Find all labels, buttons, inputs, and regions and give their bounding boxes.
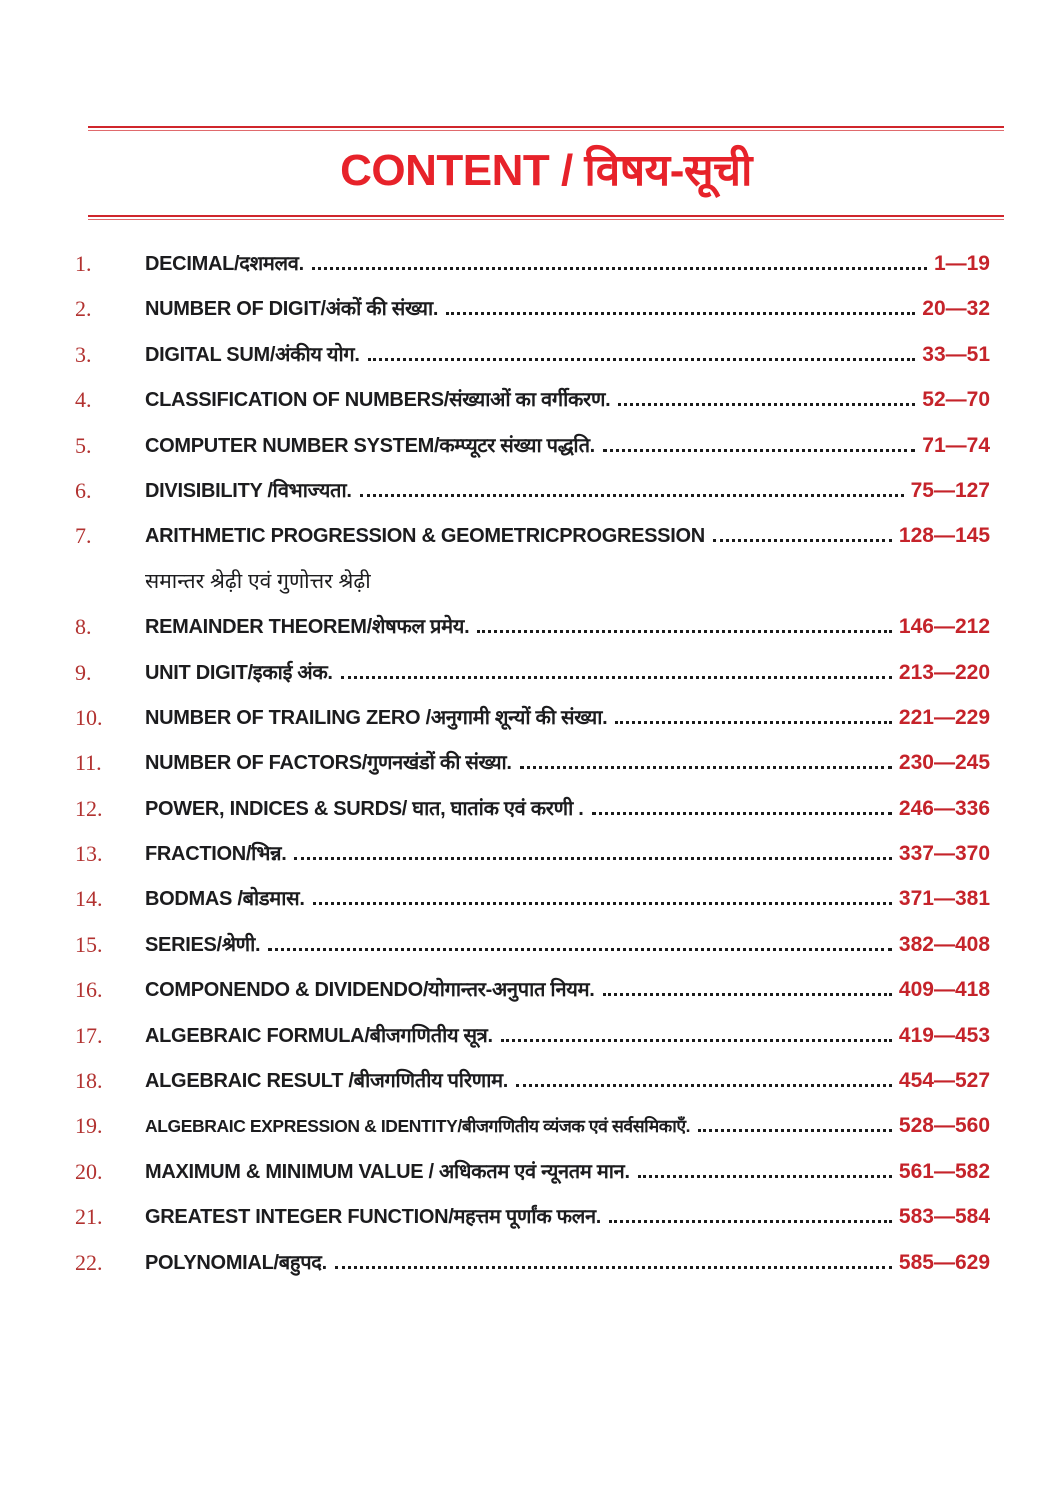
dot-leader bbox=[294, 857, 891, 860]
page-title: CONTENT / विषय-सूची bbox=[340, 146, 752, 195]
dot-leader bbox=[501, 1039, 892, 1042]
dot-leader bbox=[341, 676, 892, 679]
toc-row-pages: 409—418 bbox=[898, 978, 990, 1002]
toc-row-pages: 20—32 bbox=[922, 297, 990, 321]
toc-row-title: DIVISIBILITY /विभाज्यता. bbox=[145, 479, 352, 502]
toc-row-title: CLASSIFICATION OF NUMBERS/संख्याओं का वर्गीकरण. bbox=[145, 389, 611, 412]
toc-row-number: 21. bbox=[75, 1204, 103, 1230]
toc-row-number: 9. bbox=[75, 659, 92, 685]
toc-row bbox=[75, 613, 990, 641]
toc-row-title: ALGEBRAIC FORMULA/बीजगणितीय सूत्र. bbox=[145, 1024, 493, 1047]
dot-leader bbox=[268, 948, 892, 951]
toc-row-number: 7. bbox=[75, 523, 92, 549]
toc-row-title: POWER, INDICES & SURDS/ घात, घातांक एवं करणी . bbox=[145, 797, 584, 820]
toc-row-title: NUMBER OF DIGIT/अंकों की संख्या. bbox=[145, 298, 439, 321]
dot-leader bbox=[335, 1266, 892, 1269]
toc-row-pages: 585—629 bbox=[898, 1250, 990, 1274]
toc-row bbox=[75, 477, 990, 505]
toc-row-title: POLYNOMIAL/बहुपद. bbox=[145, 1251, 327, 1274]
toc-row bbox=[75, 1022, 990, 1050]
dot-leader bbox=[609, 1220, 892, 1223]
toc-row-title: ALGEBRAIC RESULT /बीजगणितीय परिणाम. bbox=[145, 1070, 509, 1093]
toc-row-pages: 528—560 bbox=[898, 1114, 990, 1138]
toc-row bbox=[75, 386, 990, 414]
toc-row-title: MAXIMUM & MINIMUM VALUE / अधिकतम एवं न्यूनतम मान. bbox=[145, 1160, 630, 1183]
dot-leader bbox=[313, 902, 892, 905]
toc-row-number: 16. bbox=[75, 977, 103, 1003]
dot-leader bbox=[618, 403, 915, 406]
toc-row-pages: 371—381 bbox=[898, 887, 990, 911]
dot-leader bbox=[360, 494, 904, 497]
toc-row-number: 12. bbox=[75, 795, 103, 821]
toc-row-pages: 128—145 bbox=[898, 524, 990, 548]
toc-row-pages: 230—245 bbox=[898, 751, 990, 775]
toc-row-number: 3. bbox=[75, 341, 92, 367]
dot-leader bbox=[592, 812, 892, 815]
toc-row-number: 1. bbox=[75, 251, 92, 276]
toc-row-title: ALGEBRAIC EXPRESSION & IDENTITY/बीजगणितीय व्यंजक एवं सर्वसमिकाएँ. bbox=[145, 1116, 691, 1137]
toc-row-title: SERIES/श्रेणी. bbox=[145, 933, 261, 956]
dot-leader bbox=[368, 358, 916, 361]
toc-row-pages: 75—127 bbox=[910, 478, 990, 502]
toc-row bbox=[75, 1112, 990, 1140]
toc-row-title: NUMBER OF TRAILING ZERO /अनुगामी शून्यों की संख्या. bbox=[145, 706, 608, 729]
toc-row-number: 14. bbox=[75, 886, 103, 912]
toc-row-number: 15. bbox=[75, 931, 103, 957]
toc-row bbox=[75, 250, 990, 278]
toc-row-title: NUMBER OF FACTORS/गुणनखंडों की संख्या. bbox=[145, 752, 512, 775]
toc-row-number: 4. bbox=[75, 387, 92, 413]
toc-row-pages: 583—584 bbox=[898, 1205, 990, 1229]
toc-row-subtitle: समान्तर श्रेढ़ी एवं गुणोत्तर श्रेढ़ी bbox=[145, 569, 371, 593]
toc-row-number: 10. bbox=[75, 704, 103, 730]
dot-leader bbox=[446, 312, 915, 315]
toc-row-number: 20. bbox=[75, 1158, 103, 1184]
toc-row-pages: 1—19 bbox=[933, 252, 990, 275]
dot-leader bbox=[520, 766, 892, 769]
toc-row-title: FRACTION/भिन्न. bbox=[145, 843, 287, 866]
toc-row bbox=[75, 885, 990, 913]
toc-row-number: 8. bbox=[75, 614, 92, 640]
toc-header bbox=[88, 126, 1004, 220]
toc-row bbox=[75, 931, 990, 959]
dot-leader bbox=[615, 721, 892, 724]
dot-leader bbox=[516, 1084, 892, 1087]
toc-row-pages: 454—527 bbox=[898, 1069, 990, 1093]
toc-row-title: DIGITAL SUM/अंकीय योग. bbox=[145, 343, 360, 366]
toc-row-title: GREATEST INTEGER FUNCTION/महत्तम पूर्णांक फलन. bbox=[145, 1206, 602, 1229]
toc-row-number: 19. bbox=[75, 1113, 103, 1139]
toc-row-title: COMPUTER NUMBER SYSTEM/कम्प्यूटर संख्या पद्धति. bbox=[145, 434, 595, 457]
toc-row-number: 22. bbox=[75, 1249, 103, 1275]
dot-leader bbox=[477, 630, 892, 633]
toc-row bbox=[75, 1067, 990, 1095]
toc-row-title: REMAINDER THEOREM/शेषफल प्रमेय. bbox=[145, 616, 470, 639]
toc-row bbox=[75, 749, 990, 777]
toc-row-title: COMPONENDO & DIVIDENDO/योगान्तर-अनुपात नियम. bbox=[145, 979, 595, 1002]
dot-leader bbox=[603, 993, 892, 996]
toc-row-title: ARITHMETIC PROGRESSION & GEOMETRICPROGRESSION bbox=[145, 525, 705, 548]
dot-leader bbox=[603, 449, 915, 452]
dot-leader bbox=[638, 1175, 892, 1178]
dot-leader bbox=[713, 539, 892, 542]
toc-row bbox=[75, 295, 990, 323]
toc-row-pages: 146—212 bbox=[898, 615, 990, 639]
toc-row bbox=[75, 976, 990, 1004]
toc-row-title: DECIMAL/दशमलव. bbox=[145, 253, 304, 275]
toc-row bbox=[75, 659, 990, 687]
toc-row bbox=[75, 704, 990, 732]
toc-row-number: 6. bbox=[75, 477, 92, 503]
toc-row-title: UNIT DIGIT/इकाई अंक. bbox=[145, 661, 333, 684]
toc-row-pages: 337—370 bbox=[898, 842, 990, 866]
toc-row bbox=[75, 1203, 990, 1231]
toc-row-pages: 382—408 bbox=[898, 932, 990, 956]
toc-row-title: BODMAS /बोडमास. bbox=[145, 888, 305, 911]
toc-row-pages: 33—51 bbox=[922, 342, 990, 366]
toc-row bbox=[75, 432, 990, 460]
toc-row bbox=[75, 1249, 990, 1277]
dot-leader bbox=[312, 267, 927, 270]
toc-row-number: 2. bbox=[75, 296, 92, 322]
toc-row-pages: 221—229 bbox=[898, 705, 990, 729]
toc-row-pages: 213—220 bbox=[898, 660, 990, 684]
toc-row-number: 17. bbox=[75, 1022, 103, 1048]
toc-row-pages: 419—453 bbox=[898, 1023, 990, 1047]
toc-list bbox=[0, 220, 1061, 1277]
toc-row-number: 5. bbox=[75, 432, 92, 458]
toc-row-number: 11. bbox=[75, 750, 102, 776]
toc-row bbox=[75, 522, 990, 595]
toc-row-pages: 246—336 bbox=[898, 796, 990, 820]
toc-row bbox=[75, 1158, 990, 1186]
toc-row bbox=[75, 341, 990, 369]
toc-row bbox=[75, 840, 990, 868]
toc-row-number: 13. bbox=[75, 841, 103, 867]
toc-row-pages: 71—74 bbox=[922, 433, 990, 457]
toc-row bbox=[75, 795, 990, 823]
toc-row-number: 18. bbox=[75, 1068, 103, 1094]
toc-row-pages: 52—70 bbox=[922, 388, 990, 412]
dot-leader bbox=[698, 1129, 892, 1132]
toc-row-pages: 561—582 bbox=[898, 1159, 990, 1183]
